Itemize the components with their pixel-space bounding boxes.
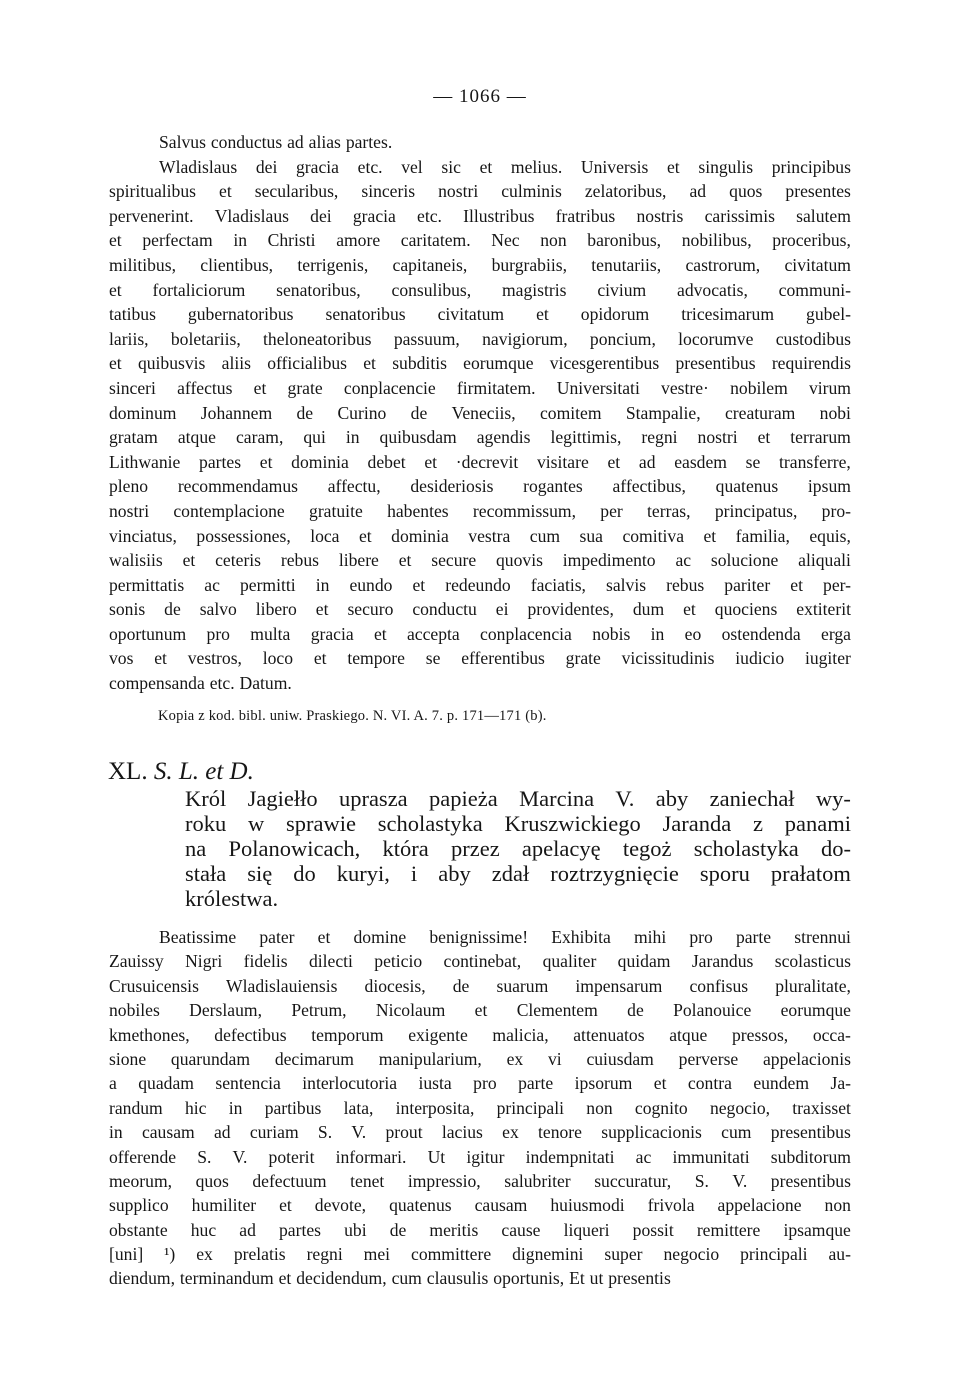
document-sigla: S. L. et D. [153, 758, 254, 785]
text-line: meorum, quos defectuum tenet impressio, salubriter succuratur, S. V. presentibus [109, 1170, 851, 1191]
text-line: Crusuicensis Wladislauiensis diocesis, de suarum impensarum confisus pluralitate, [109, 975, 851, 996]
text-line: offerende S. V. poterit informari. Ut igitur indempnitati ac immunitati subditorum [109, 1146, 851, 1167]
text-line: et quibusvis aliis officialibus et subditis eorumque vicesgerentibus presentibus requirendis [109, 353, 851, 374]
text-line: permittatis ac permitti in eundo et redeundo faciatis, salvis rebus pariter et per- [109, 574, 851, 595]
salvus-conductus-text [109, 130, 851, 696]
text-line: stała się do kuryi, i aby zdał roztrzygnięcie sporu prałatom [185, 861, 851, 886]
text-line: Król Jagiełło uprasza papieża Marcina V. aby zaniechał wy- [185, 786, 851, 811]
text-line: Zauissy Nigri fidelis dilecti peticio continebat, qualiter quidam Jarandus scolasticus [109, 951, 851, 972]
text-line: Lithwanie partes et dominia debet et ·decrevit visitare et ad easdem se transferre, [109, 451, 851, 472]
text-line: sonis de salvo libero et securo conductu ei providentes, dum et quociens extiterit [109, 599, 851, 620]
text-line: lariis, boletariis, theloneatoribus passuum, navigiorum, poncium, locorumve custodibus [109, 328, 851, 349]
text-line: diendum, terminandum et decidendum, cum clausulis oportunis, Et ut presentis [109, 1268, 671, 1289]
text-line: Wladislaus dei gracia etc. vel sic et melius. Universis et singulis principibus [159, 156, 851, 177]
document-number: XL. [108, 758, 148, 785]
text-line: roku w sprawie scholastyka Kruszwickiego Jaranda z panami [185, 811, 851, 836]
text-line: Salvus conductus ad alias partes. [159, 132, 393, 152]
text-line: nostri contemplacione gratuite habentes recommissum, per terras, principatus, pro- [109, 500, 851, 521]
text-line: na Polanowicach, która przez apelacyę tegoż scholastyka do- [185, 836, 851, 861]
text-line: compensanda etc. Datum. [109, 673, 292, 694]
text-line: królestwa. [185, 886, 279, 911]
text-line: sione quarundam decimarum manipularium, ex vi cuiusdam perverse appelacionis [109, 1048, 851, 1069]
page-number: — 1066 — [433, 86, 527, 107]
text-line: pleno recommendamus affectu, desideriosis rogantes affectibus, quatenus ipsum [109, 476, 851, 497]
text-line: pervenerint. Vladislaus dei gracia etc. Illustribus fratribus nostris carissimis salutem [109, 205, 851, 226]
text-line: militibus, clientibus, terrigenis, capitaneis, burgrabiis, tenutariis, castrorum, civitatum [109, 254, 851, 275]
text-line: oportunum pro multa gracia et accepta conplacencia nobis in eo ostendenda erga [109, 623, 851, 644]
text-line: vos et vestros, loco et tempore se efferentibus grate vicissitudinis iudicio iugiter [109, 648, 851, 669]
text-line: kmethones, defectibus temporum exigente malicia, attenuatos atque pressos, occa- [109, 1024, 851, 1045]
text-line: walisiis et ceteris rebus libere et secure quovis impedimento ac solucione aliquali [109, 550, 851, 571]
document-heading [108, 758, 254, 786]
text-line: obstante huc ad partes ubi de meritis cause liqueri possit remittere ipsamque [109, 1219, 851, 1240]
text-line: gratam atque caram, qui in quibusdam agendis legittimis, regni nostri et terrarum [109, 427, 851, 448]
source-citation: Kopia z kod. bibl. uniw. Praskiego. N. VI. A. 7. p. 171—171 (b). [158, 708, 547, 724]
text-line: a quadam sentencia interlocutoria iusta pro parte ipsorum et contra eundem Ja- [109, 1073, 851, 1094]
text-line: randum hic in partibus lata, interposita, principali non cognito negocio, traxisset [109, 1097, 851, 1118]
text-line: in causam ad curiam S. V. prout lacius ex tenore supplicacionis cum presentibus [109, 1122, 851, 1143]
document-summary [185, 786, 851, 911]
text-line: supplico humiliter et devote, quatenus causam huiusmodi frivola appelacione non [109, 1195, 851, 1216]
text-line: Beatissime pater et domine benignissime! Exhibita mihi pro parte strennui [159, 927, 851, 947]
text-line: nobiles Derslaum, Petrum, Nicolaum et Clementem de Polanouice eorumque [109, 1000, 851, 1021]
text-line: vinciatus, possessiones, loca et dominia vestra cum sua comitiva et familia, equis, [109, 525, 851, 546]
text-line: et perfectam in Christi amore caritatem. Nec non baronibus, nobilibus, proceribus, [109, 230, 851, 251]
text-line: tatibus gubernatoribus senatoribus civitatum et opidorum tricesimarum gubel- [109, 304, 851, 325]
text-line: sinceri affectus et grate conplacencie firmitatem. Universitati vestre· nobilem virum [109, 377, 851, 398]
text-line: spiritualibus et secularibus, sinceris nostri culminis zelatoribus, ad quos presentes [109, 181, 851, 202]
text-line: et fortaliciorum senatoribus, consulibus, magistris civium advocatis, communi- [109, 279, 851, 300]
text-line: [uni] ¹) ex prelatis regni mei committere dignemini super negocio principali au- [109, 1244, 851, 1265]
document-body-text [109, 925, 851, 1291]
text-line: dominum Johannem de Curino de Veneciis, comitem Stampalie, creaturam nobi [109, 402, 851, 423]
